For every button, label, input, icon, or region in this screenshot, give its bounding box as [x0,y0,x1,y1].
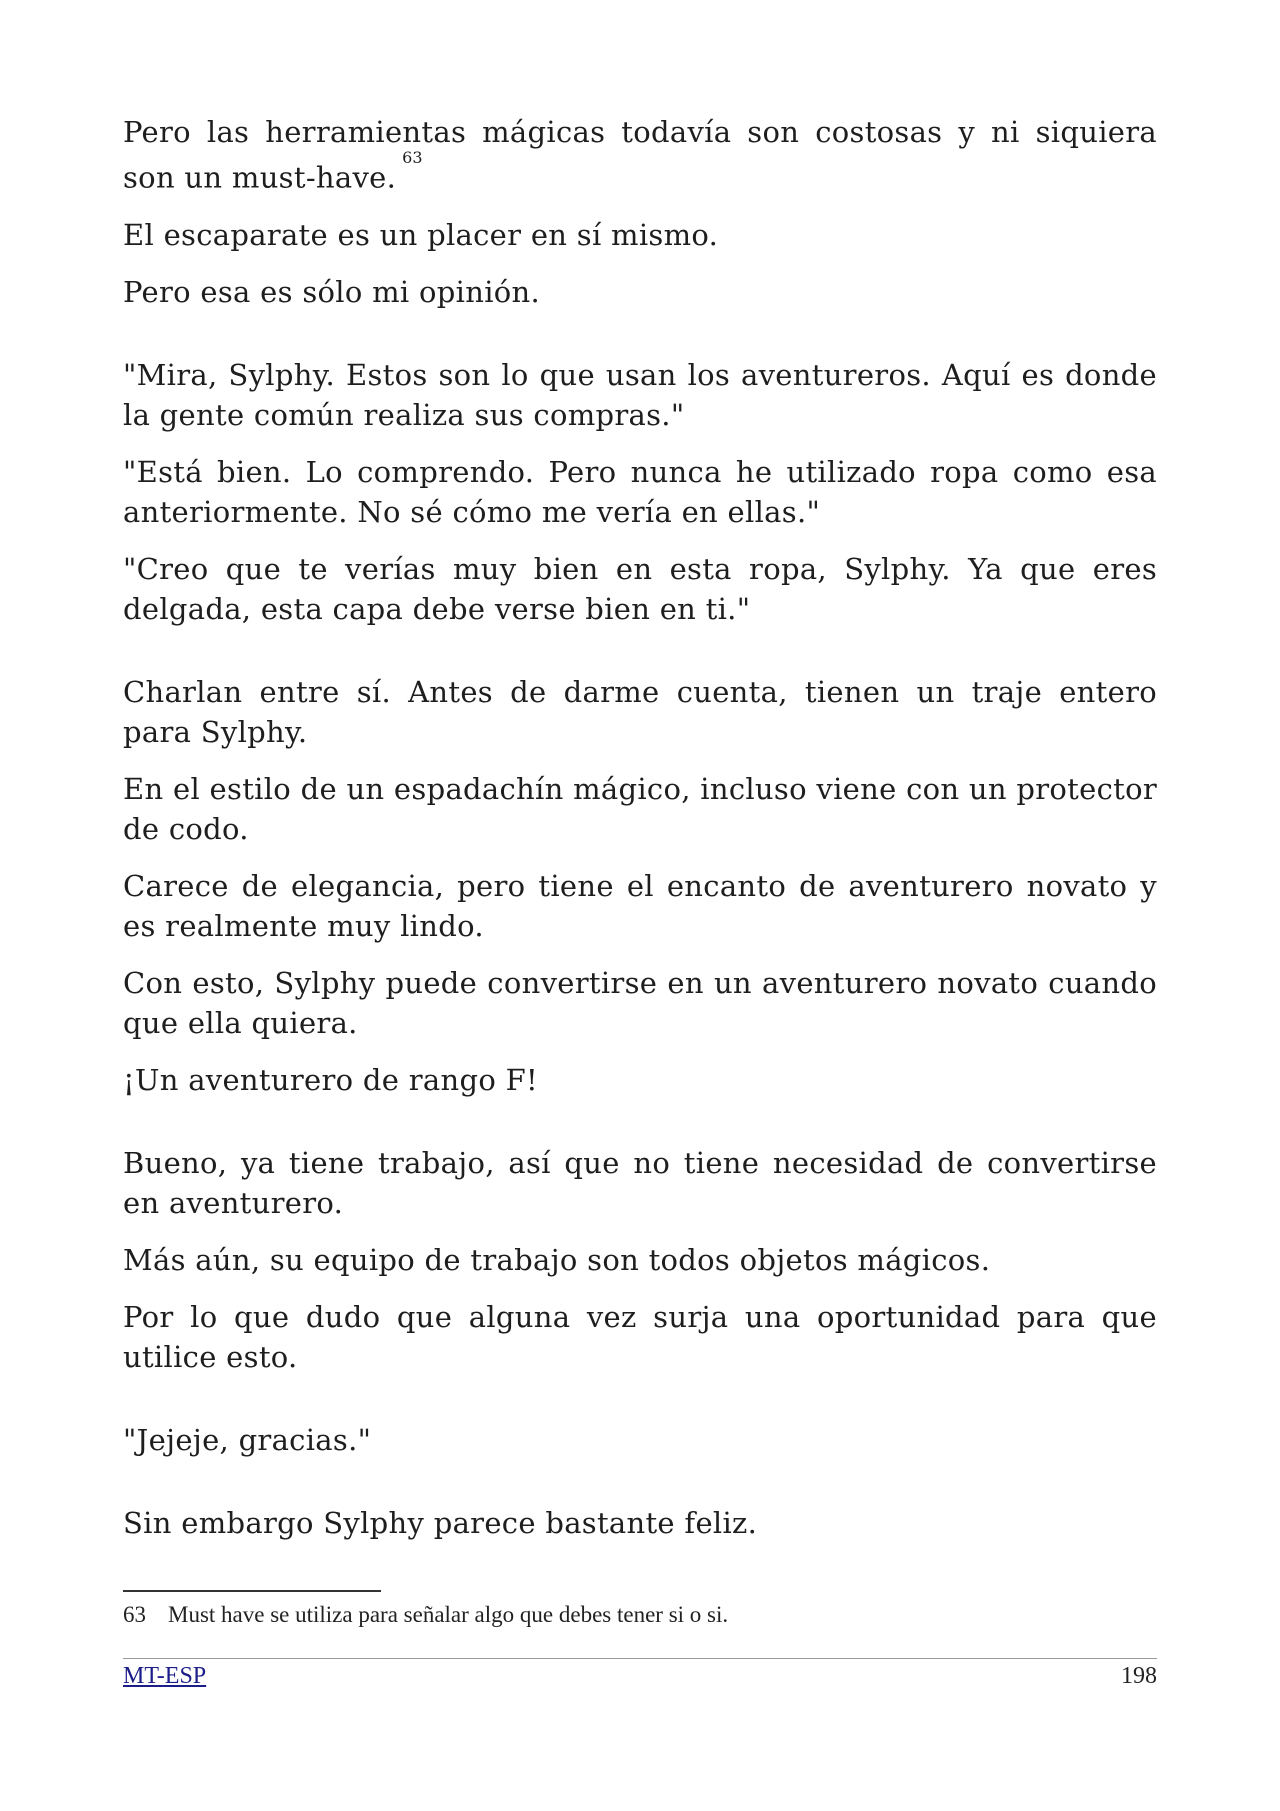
paragraph-2: El escaparate es un placer en sí mismo. [123,217,719,252]
footnote-divider [123,1590,381,1592]
paragraph-3: Pero esa es sólo mi opinión. [123,274,541,309]
footnote-number: 63 [123,1602,146,1627]
footer-brand-link[interactable]: MT-ESP [123,1663,207,1689]
paragraph-15: "Jejeje, gracias." [123,1422,372,1457]
paragraph-13: Más aún, su equipo de trabajo son todos objetos mágicos. [123,1242,991,1277]
footnote [123,1600,1157,1630]
paragraph-12: Bueno, ya tiene trabajo, así que no tiene necesidad de convertirse en aventurero. [123,1145,1157,1220]
page-number: 198 [1121,1663,1157,1689]
paragraph-4: "Mira, Sylphy. Estos son lo que usan los aventureros. Aquí es donde la gente común realiza sus compras." [123,357,1157,432]
paragraph-14: Por lo que dudo que alguna vez surja una oportunidad para que utilice esto. [123,1299,1157,1374]
paragraph-5: "Está bien. Lo comprendo. Pero nunca he utilizado ropa como esa anteriormente. No sé cómo me vería en ellas." [123,454,1157,529]
footnote-text: Must have se utiliza para señalar algo que debes tener si o si. [168,1602,729,1627]
paragraph-16: Sin embargo Sylphy parece bastante feliz. [123,1505,758,1540]
paragraph-11: ¡Un aventurero de rango F! [123,1062,538,1097]
paragraph-9: Carece de elegancia, pero tiene el encanto de aventurero novato y es realmente muy lindo. [123,868,1157,943]
paragraph-1-text: Pero las herramientas mágicas todavía son costosas y ni siquiera son un must-have. [123,115,1157,195]
paragraph-8: En el estilo de un espadachín mágico, incluso viene con un protector de codo. [123,771,1157,846]
page-footer [123,1661,1157,1691]
footer-divider [123,1658,1157,1659]
paragraph-6: "Creo que te verías muy bien en esta ropa, Sylphy. Ya que eres delgada, esta capa debe verse bien en ti." [123,551,1157,626]
document-body [123,112,1157,1560]
paragraph-7: Charlan entre sí. Antes de darme cuenta, tienen un traje entero para Sylphy. [123,674,1157,749]
footnote-reference[interactable]: 63 [402,148,423,167]
paragraph-10: Con esto, Sylphy puede convertirse en un aventurero novato cuando que ella quiera. [123,965,1157,1040]
paragraph-1 [123,112,1157,198]
